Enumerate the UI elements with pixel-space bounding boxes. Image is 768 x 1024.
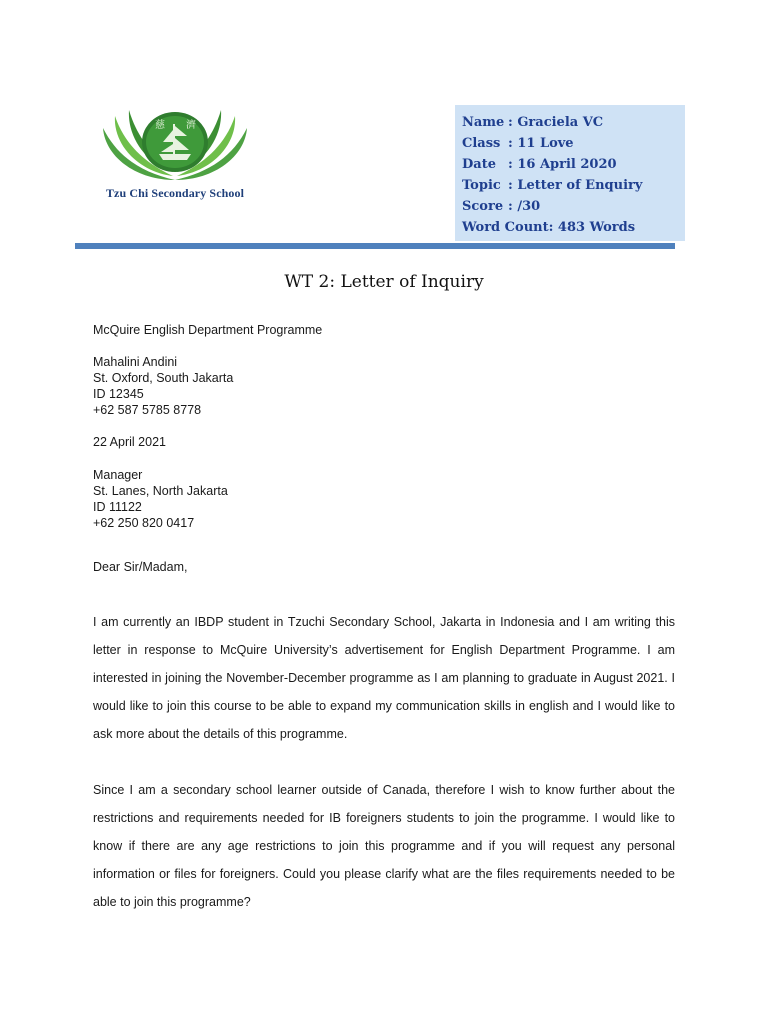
info-value: 483 Words [553, 220, 636, 235]
info-row-date [462, 154, 642, 175]
salutation: Dear Sir/Madam, [93, 560, 188, 574]
info-value: : /30 [508, 199, 541, 214]
sender-address [93, 354, 233, 418]
address-line: St. Lanes, North Jakarta [93, 484, 228, 498]
info-row-class [462, 133, 642, 154]
recipient-address [93, 467, 228, 531]
address-line: +62 587 5785 8778 [93, 403, 202, 417]
info-value: : 11 Love [508, 136, 574, 151]
info-value: : 16 April 2020 [508, 157, 617, 172]
info-rows [462, 112, 642, 238]
address-line: St. Oxford, South Jakarta [93, 371, 234, 385]
address-line: Mahalini Andini [93, 355, 178, 369]
school-logo [95, 106, 255, 206]
info-row-name [462, 112, 642, 133]
address-line: ID 12345 [93, 387, 144, 401]
info-label: Word Count: [462, 220, 554, 235]
body-paragraph-1: I am currently an IBDP student in Tzuchi Secondary School, Jakarta in Indonesia and I am writing this letter in response to McQuire University’s advertisement for English Department Programme. I am interested in joining the November-December programme as I am planning to graduate in August 2021. I would like to join this course to be able to expand my communication skills in english and I would like to ask more about the details of this programme. [93, 615, 675, 741]
lotus-emblem-icon [95, 106, 255, 188]
address-line: Manager [93, 468, 143, 482]
info-label: Class [462, 136, 501, 151]
info-value: : Graciela VC [508, 115, 604, 130]
info-label: Score [462, 199, 504, 214]
info-label: Date [462, 157, 496, 172]
info-row-topic [462, 175, 642, 196]
info-row-score [462, 196, 642, 217]
emblem-char-left: 慈 [155, 120, 165, 131]
letter-date: 22 April 2021 [93, 435, 166, 449]
info-row-word-count [462, 217, 642, 238]
info-value: : Letter of Enquiry [508, 178, 643, 193]
body-paragraph-2: Since I am a secondary school learner outside of Canada, therefore I wish to know further about the restrictions and requirements needed for IB foreigners students to join the programme. I would like to know if there are any age restrictions to join this programme and if you will request any personal information or files for foreigners. Could you please clarify what are the files requirements needed to be able to join this programme? [93, 783, 675, 909]
emblem-char-right: 濟 [186, 120, 196, 131]
school-name: Tzu Chi Secondary School [105, 186, 245, 200]
page-title: WT 2: Letter of Inquiry [284, 272, 484, 292]
student-info-box [455, 105, 685, 241]
address-line: ID 11122 [93, 500, 142, 514]
info-label: Topic [462, 178, 501, 193]
info-label: Name [462, 115, 505, 130]
letter-heading: McQuire English Department Programme [93, 323, 323, 337]
header-divider [75, 243, 675, 249]
address-line: +62 250 820 0417 [93, 516, 195, 530]
